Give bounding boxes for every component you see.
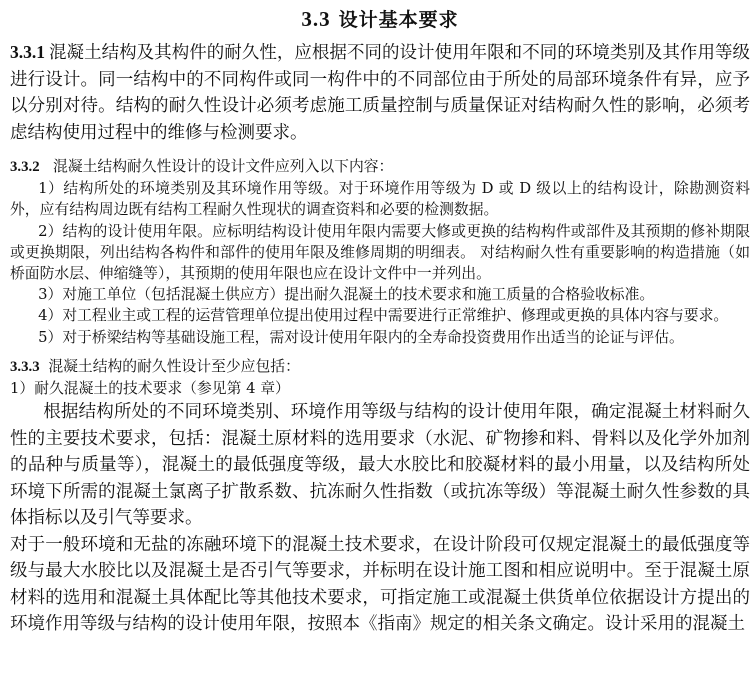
clause-3-3-2-intro-paragraph [10, 156, 750, 178]
section-title [10, 6, 750, 33]
clause-3-3-3-paragraph-1: 根据结构所处的不同环境类别、环境作用等级与结构的设计使用年限，确定混凝土材料耐久性的主要技术要求，包括：混凝土原材料的选用要求（水泥、矿物掺和料、骨料以及化学外加剂的品种与质量等），混凝土的最低强度等级，最大水胶比和胶凝材料的最小用量，以及结构所处环境下所需的混凝土氯离子扩散系数、抗冻耐久性指数（或抗冻等级）等混凝土耐久性参数的具体指标以及引气等要求。 [10, 402, 750, 529]
clause-3-3-3-intro-paragraph [10, 356, 750, 378]
clause-3-3-3-intro: 混凝土结构的耐久性设计至少应包括： [48, 357, 300, 375]
clause-3-3-3-intro-block [10, 356, 750, 399]
section-heading: 设计基本要求 [338, 9, 459, 31]
clause-3-3-1-text: 混凝土结构及其构件的耐久性，应根据不同的设计使用年限和不同的环境类别及其作用等级进行设计。同一结构中的不同构件或同一构件中的不同部位由于所处的局部环境条件有异，应予以分别对待。结构的耐久性设计必须考虑施工质量控制与质量保证对结构耐久性的影响，必须考虑结构使用过程中的维修与检测要求。 [10, 43, 750, 143]
clause-3-3-3-paragraph-2: 对于一般环境和无盐的冻融环境下的混凝土技术要求，在设计阶段可仅规定混凝土的最低强度等级与最大水胶比以及混凝土是否引气等要求，并标明在设计施工图和相应说明中。至于混凝土原材料的选用和混凝土具体配比等其他技术要求，可指定施工或混凝土供货单位依据设计方提出的环境作用等级与结构的设计使用年限，按照本《指南》规定的相关条文确定。设计采用的混凝土 [10, 534, 750, 635]
clause-3-3-2-item-5: 5）对于桥梁结构等基础设施工程，需对设计使用年限内的全寿命投资费用作出适当的论证与评估。 [38, 328, 684, 346]
clause-3-3-2 [10, 156, 750, 348]
clause-3-3-2-item-4: 4）对工程业主或工程的运营管理单位提出使用过程中需要进行正常维护、修理或更换的具体内容与要求。 [38, 307, 729, 325]
clause-3-3-2-item-2: 2）结构的设计使用年限。应标明结构设计使用年限内需要大修或更换的结构构件或部件及其预期的修补期限或更换期限，列出结构各构件和部件的使用年限及维修周期的明细表。 对结构耐久性有重要影响的构造措施（如桥面防水层、伸缩缝等），其预期的使用年限也应在设计文件中一并列出。 [10, 222, 750, 283]
clause-3-3-1-paragraph [10, 39, 750, 146]
clause-3-3-2-number: 3.3.2 [10, 159, 40, 175]
section-number: 3.3 [301, 7, 331, 31]
clause-3-3-3-item-1-heading: 1）耐久混凝土的技术要求（参见第 4 章） [10, 380, 290, 398]
clause-3-3-2-item-3: 3）对施工单位（包括混凝土供应方）提出耐久混凝土的技术要求和施工质量的合格验收标准。 [38, 286, 655, 304]
clause-3-3-1 [10, 39, 750, 146]
clause-3-3-2-intro: 混凝土结构耐久性设计的设计文件应列入以下内容： [53, 158, 394, 175]
clause-3-3-1-number: 3.3.1 [10, 42, 45, 62]
clause-3-3-3-number: 3.3.3 [10, 358, 40, 375]
clause-3-3-3-body [10, 399, 750, 638]
document-page [10, 0, 750, 638]
clause-3-3-2-item-1: 1）结构所处的环境类别及其环境作用等级。对于环境作用等级为 D 或 D 级以上的结构设计，除勘测资料外，应有结构周边既有结构工程耐久性现状的调查资料和必要的检测数据。 [10, 180, 750, 219]
